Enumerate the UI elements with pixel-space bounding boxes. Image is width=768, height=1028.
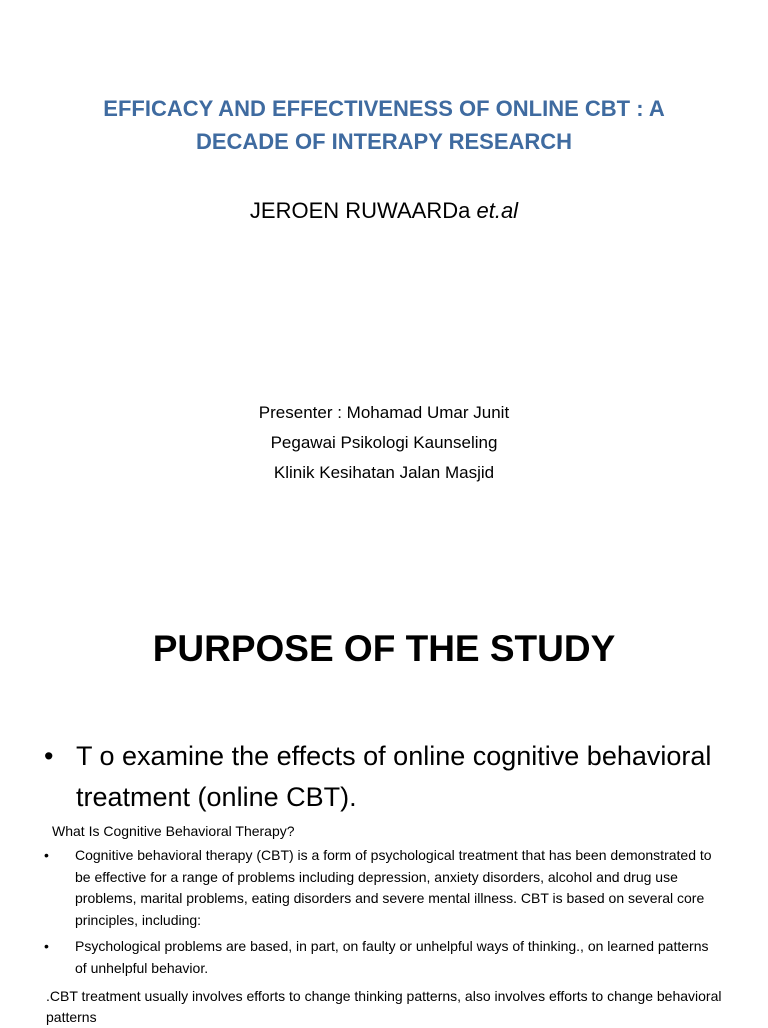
- presentation-title: [40, 92, 728, 158]
- presenter-line: Presenter : Mohamad Umar Junit: [258, 403, 510, 422]
- main-bullet-text: T o examine the effects of online cognitive behavioral treatment (online CBT).: [76, 741, 712, 812]
- list-item-text: Cognitive behavioral therapy (CBT) is a form of psychological treatment that has been demonstrated to be effective for a range of problems including depression, anxiety disorders, alcohol and drug use problems, marital problems, eating disorders and severe mental illness. CBT is based on several core principles, including:: [75, 847, 712, 928]
- presenter-line: Pegawai Psikologi Kaunseling: [270, 433, 498, 452]
- question-heading: What Is Cognitive Behavioral Therapy?: [52, 823, 295, 839]
- bullet-icon: •: [44, 847, 49, 863]
- list-item: [44, 936, 724, 979]
- presenter-line: Klinik Kesihatan Jalan Masjid: [273, 463, 495, 482]
- author-line: [0, 196, 768, 226]
- author-name: JEROEN RUWAARDa: [249, 198, 471, 223]
- footer-text: .CBT treatment usually involves efforts to change thinking patterns, also involves efforts to change behavioral patterns: [46, 988, 722, 1025]
- title-line: DECADE OF INTERAPY RESEARCH: [195, 129, 573, 154]
- list-item-text: Psychological problems are based, in part, on faulty or unhelpful ways of thinking., on learned patterns of unhelpful behavior.: [75, 938, 709, 976]
- purpose-slide: [0, 600, 768, 1024]
- list-item: [44, 845, 724, 931]
- bullet-icon: •: [44, 741, 54, 771]
- main-bullet: [44, 736, 734, 818]
- presenter-block: [0, 398, 768, 488]
- slide-title: PURPOSE OF THE STUDY: [152, 628, 616, 669]
- author-suffix: et.al: [476, 198, 519, 223]
- bullet-list: [44, 845, 724, 984]
- title-line: EFFICACY AND EFFECTIVENESS OF ONLINE CBT : A: [103, 96, 665, 121]
- bullet-icon: •: [44, 938, 49, 954]
